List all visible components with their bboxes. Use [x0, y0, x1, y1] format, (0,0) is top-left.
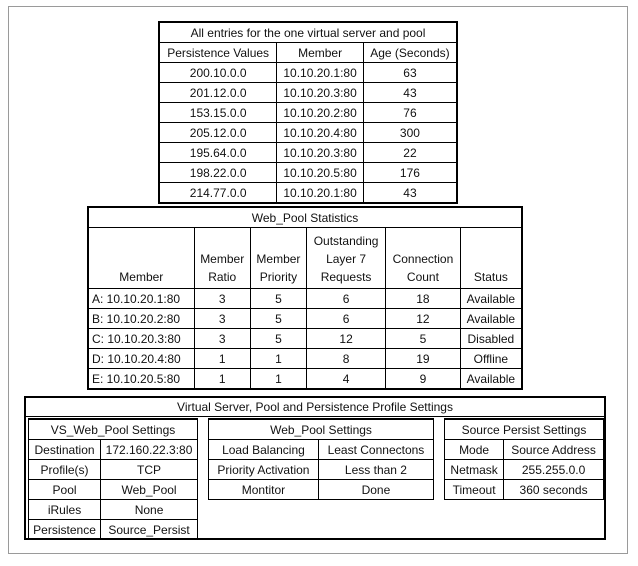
cell: Destination — [29, 440, 101, 460]
cell: 10.10.20.5:80 — [277, 163, 364, 183]
table-row — [445, 460, 604, 480]
cell: 201.12.0.0 — [159, 83, 277, 103]
cell: Pool — [29, 480, 101, 500]
cell: Available — [460, 289, 522, 309]
cell: E: 10.10.20.5:80 — [88, 369, 194, 390]
table-row — [159, 163, 457, 183]
cell: A: 10.10.20.1:80 — [88, 289, 194, 309]
header-persistence-values: Persistence Values — [159, 43, 277, 63]
cell: Available — [460, 369, 522, 390]
cell: B: 10.10.20.2:80 — [88, 309, 194, 329]
table-row — [209, 440, 434, 460]
cell: 195.64.0.0 — [159, 143, 277, 163]
cell: 153.15.0.0 — [159, 103, 277, 123]
cell: Timeout — [445, 480, 504, 500]
cell: Source_Persist — [101, 520, 198, 540]
cell: Less than 2 — [318, 460, 433, 480]
table-row — [209, 460, 434, 480]
cell: Persistence — [29, 520, 101, 540]
cell: 12 — [386, 309, 461, 329]
cell: Montitor — [209, 480, 319, 500]
cell: 200.10.0.0 — [159, 63, 277, 83]
cell: 5 — [250, 329, 306, 349]
cell: Load Balancing — [209, 440, 319, 460]
cell: 214.77.0.0 — [159, 183, 277, 204]
header-member: Member — [277, 43, 364, 63]
cell: None — [101, 500, 198, 520]
vs-settings-table — [28, 418, 198, 540]
cell: 10.10.20.3:80 — [277, 143, 364, 163]
cell: 5 — [250, 309, 306, 329]
cell: 300 — [363, 123, 457, 143]
cell: 10.10.20.4:80 — [277, 123, 364, 143]
cell: iRules — [29, 500, 101, 520]
table-row — [88, 289, 522, 309]
cell: 176 — [363, 163, 457, 183]
cell: 3 — [194, 329, 250, 349]
persistence-table-title: All entries for the one virtual server and pool — [159, 22, 457, 43]
table-row — [88, 309, 522, 329]
cell: Netmask — [445, 460, 504, 480]
table-row — [445, 480, 604, 500]
settings-title: Virtual Server, Pool and Persistence Profile Settings — [26, 398, 604, 417]
cell: 3 — [194, 289, 250, 309]
cell: 63 — [363, 63, 457, 83]
cell: 9 — [386, 369, 461, 390]
table-row — [88, 329, 522, 349]
pool-statistics-table — [87, 206, 523, 390]
table-row — [209, 480, 434, 500]
cell: 19 — [386, 349, 461, 369]
cell: Done — [318, 480, 433, 500]
table-row — [29, 520, 198, 540]
cell: 3 — [194, 309, 250, 329]
cell: Priority Activation — [209, 460, 319, 480]
cell: Disabled — [460, 329, 522, 349]
cell: Web_Pool — [101, 480, 198, 500]
cell: D: 10.10.20.4:80 — [88, 349, 194, 369]
header-member-ratio: Member Ratio — [194, 228, 250, 289]
persist-settings-title: Source Persist Settings — [445, 419, 604, 440]
vs-settings-title: VS_Web_Pool Settings — [29, 419, 198, 440]
header-status: Status — [460, 228, 522, 289]
pool-settings-table — [208, 418, 434, 500]
cell: 12 — [307, 329, 386, 349]
cell: 43 — [363, 183, 457, 204]
cell: 8 — [307, 349, 386, 369]
table-row — [29, 440, 198, 460]
header-member: Member — [88, 228, 194, 289]
cell: 43 — [363, 83, 457, 103]
cell: 6 — [307, 289, 386, 309]
persistence-table — [158, 21, 458, 204]
cell: 205.12.0.0 — [159, 123, 277, 143]
cell: 10.10.20.2:80 — [277, 103, 364, 123]
cell: 76 — [363, 103, 457, 123]
settings-box — [24, 396, 606, 540]
cell: 22 — [363, 143, 457, 163]
table-row — [159, 143, 457, 163]
cell: 1 — [194, 369, 250, 390]
table-row — [159, 123, 457, 143]
cell: 1 — [250, 349, 306, 369]
persist-settings-table — [444, 418, 604, 500]
cell: 5 — [386, 329, 461, 349]
cell: 1 — [250, 369, 306, 390]
cell: 255.255.0.0 — [504, 460, 604, 480]
table-row — [88, 349, 522, 369]
cell: 4 — [307, 369, 386, 390]
cell: C: 10.10.20.3:80 — [88, 329, 194, 349]
pool-settings-title: Web_Pool Settings — [209, 419, 434, 440]
table-row — [445, 440, 604, 460]
cell: Profile(s) — [29, 460, 101, 480]
header-outstanding-requests: Outstanding Layer 7 Requests — [307, 228, 386, 289]
table-row — [29, 460, 198, 480]
cell: 1 — [194, 349, 250, 369]
table-row — [29, 480, 198, 500]
header-member-priority: Member Priority — [250, 228, 306, 289]
cell: 18 — [386, 289, 461, 309]
table-row — [88, 369, 522, 390]
cell: Least Connectons — [318, 440, 433, 460]
cell: 10.10.20.1:80 — [277, 63, 364, 83]
table-row — [159, 183, 457, 204]
cell: Available — [460, 309, 522, 329]
header-connection-count: Connection Count — [386, 228, 461, 289]
table-row — [29, 500, 198, 520]
cell: TCP — [101, 460, 198, 480]
cell: 10.10.20.1:80 — [277, 183, 364, 204]
cell: Source Address — [504, 440, 604, 460]
cell: 5 — [250, 289, 306, 309]
cell: 172.160.22.3:80 — [101, 440, 198, 460]
cell: Offline — [460, 349, 522, 369]
header-age: Age (Seconds) — [363, 43, 457, 63]
table-row — [159, 63, 457, 83]
cell: Mode — [445, 440, 504, 460]
cell: 198.22.0.0 — [159, 163, 277, 183]
cell: 6 — [307, 309, 386, 329]
cell: 360 seconds — [504, 480, 604, 500]
cell: 10.10.20.3:80 — [277, 83, 364, 103]
table-row — [159, 103, 457, 123]
table-row — [159, 83, 457, 103]
pool-statistics-title: Web_Pool Statistics — [88, 207, 522, 228]
